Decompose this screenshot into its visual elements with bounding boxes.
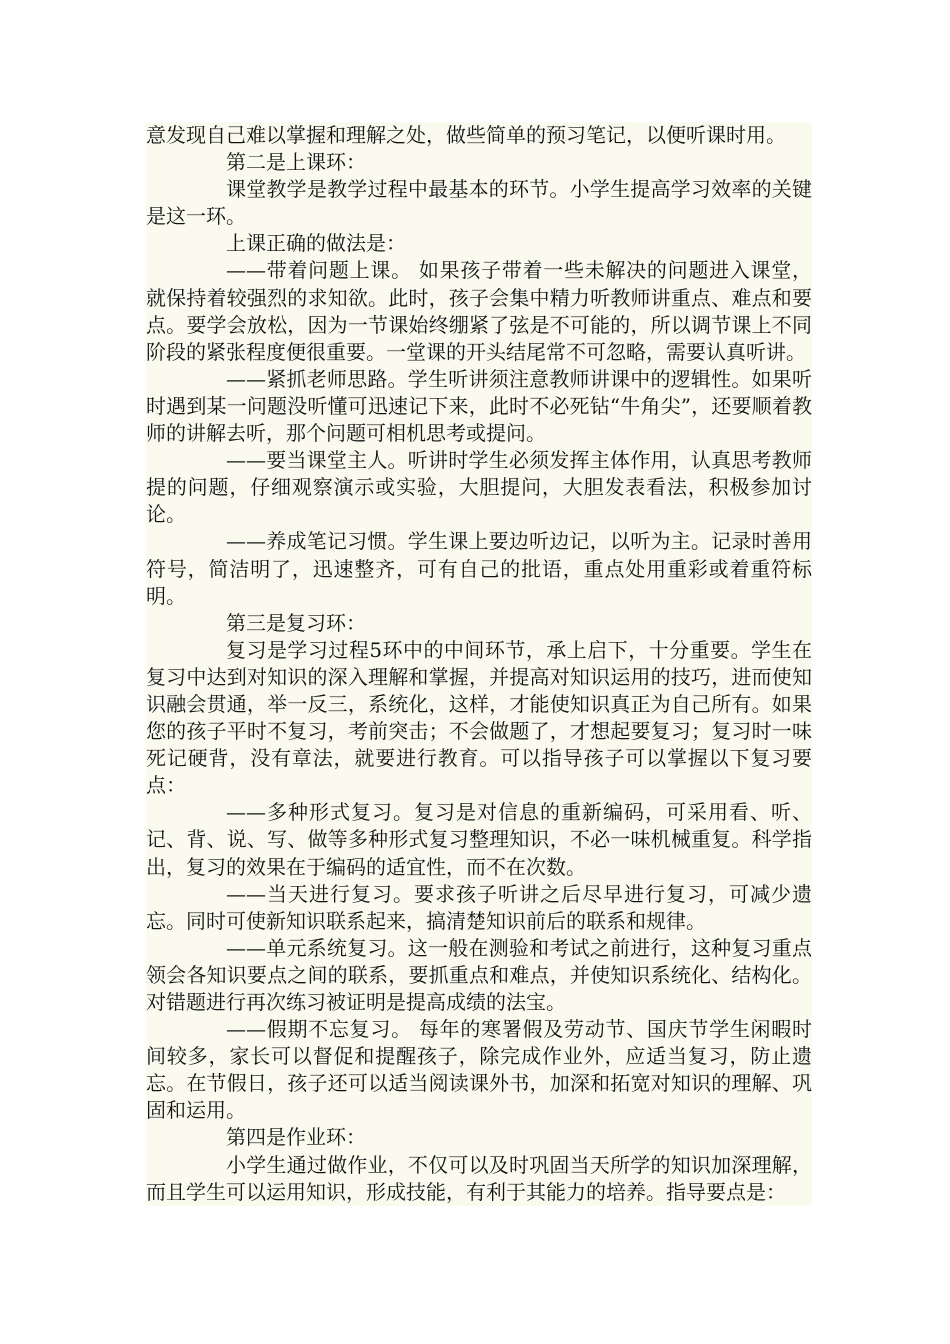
paragraph: 上课正确的做法是： <box>226 231 406 256</box>
list-item: ——多种形式复习。复习是对信息的重新编码，可采用看、听、记、背、说、写、做等多种形式复习整理知识，不必一味机械重复。科学指出，复习的效果在于编码的适宜性，而不在次数。 <box>146 800 812 879</box>
paragraph: 小学生通过做作业，不仅可以及时巩固当天所学的知识加深理解，而且学生可以运用知识，形成技能，有利于其能力的培养。指导要点是： <box>146 1152 812 1204</box>
list-item: ——养成笔记习惯。学生课上要边听边记，以听为主。记录时善用符号，简洁明了，迅速整齐，可有自己的批语，重点处用重彩或着重符标明。 <box>146 529 812 608</box>
section-heading: 第三是复习环： <box>226 610 366 635</box>
document-body <box>146 122 812 1206</box>
list-item: ——紧抓老师思路。学生听讲须注意教师讲课中的逻辑性。如果听时遇到某一问题没听懂可迅速记下来，此时不必死钻“牛角尖”，还要顺着教师的讲解去听，那个问题可相机思考或提问。 <box>146 366 812 446</box>
list-item: ——单元系统复习。这一般在测验和考试之前进行，这种复习重点领会各知识要点之间的联系，要抓重点和难点，并使知识系统化、结构化。对错题进行再次练习被证明是提高成绩的法宝。 <box>146 935 812 1014</box>
list-item: ——带着问题上课。 如果孩子带着一些未解决的问题进入课堂，就保持着较强烈的求知欲。此时，孩子会集中精力听教师讲重点、难点和要点。要学会放松，因为一节课始终绷紧了弦是不可能的，所以调节课上不同阶段的紧张程度便很重要。一堂课的开头结尾常不可忽略，需要认真听讲。 <box>146 258 812 364</box>
paragraph: 课堂教学是教学过程中最基本的环节。小学生提高学习效率的关键是这一环。 <box>146 177 812 229</box>
section-heading: 第四是作业环： <box>226 1125 366 1150</box>
paragraph: 复习是学习过程5环中的中间环节，承上启下，十分重要。学生在复习中达到对知识的深入理解和掌握，并提高对知识运用的技巧，进而使知识融会贯通，举一反三，系统化，这样，才能使知识真正为自己所有。如果您的孩子平时不复习，考前突击；不会做题了，才想起要复习；复习时一味死记硬背，没有章法，就要进行教育。可以指导孩子可以掌握以下复习要点： <box>146 637 812 798</box>
paragraph: 意发现自己难以掌握和理解之处，做些简单的预习笔记，以便听课时用。 <box>146 123 786 147</box>
section-heading: 第二是上课环： <box>226 150 366 175</box>
list-item: ——当天进行复习。要求孩子听讲之后尽早进行复习，可减少遗忘。同时可使新知识联系起来，搞清楚知识前后的联系和规律。 <box>146 881 812 933</box>
list-item: ——要当课堂主人。听讲时学生必须发挥主体作用，认真思考教师提的问题，仔细观察演示或实验，大胆提问，大胆发表看法，积极参加讨论。 <box>146 448 812 527</box>
list-item: ——假期不忘复习。 每年的寒署假及劳动节、国庆节学生闲暇时间较多，家长可以督促和提醒孩子，除完成作业外，应适当复习，防止遗忘。在节假日，孩子还可以适当阅读课外书，加深和拓宽对知识的理解、巩固和运用。 <box>146 1017 812 1123</box>
